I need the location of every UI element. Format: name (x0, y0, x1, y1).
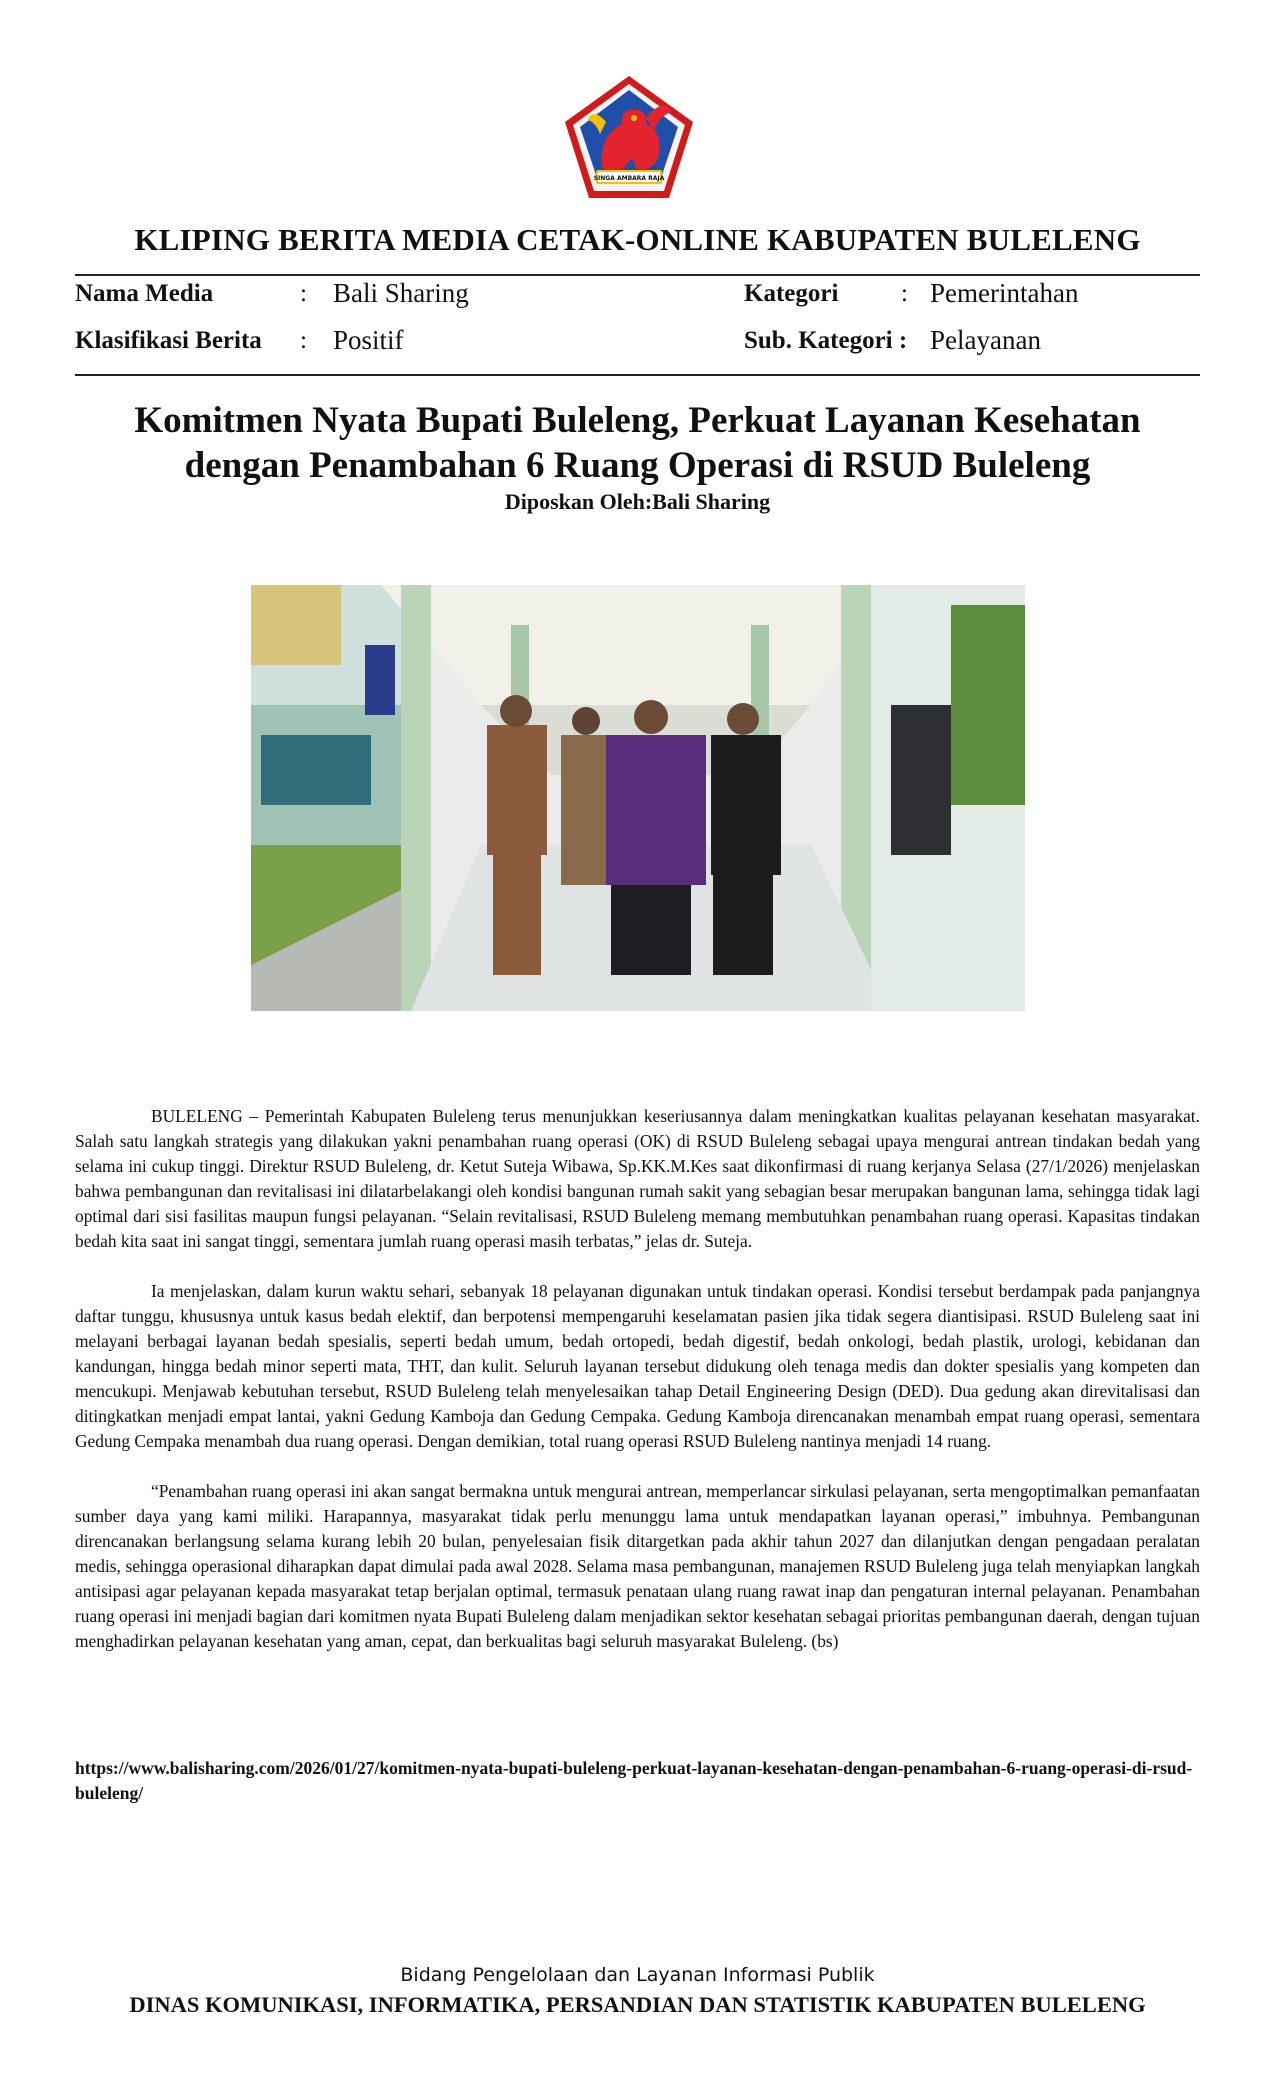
klasifikasi-label: Klasifikasi Berita (75, 327, 262, 354)
nama-media-value: Bali Sharing (333, 278, 469, 308)
article-paragraph: Ia menjelaskan, dalam kurun waktu sehari, sebanyak 18 pelayanan digunakan untuk tindakan operasi. Kondisi tersebut berdampak pada panjangnya daftar tunggu, khususnya untuk kasus bedah elektif, dan berpotensi mempengaruhi keselamatan pasien jika tidak segera diantisipasi. RSUD Buleleng saat ini melayani berbagai layanan bedah spesialis, seperti bedah umum, bedah ortopedi, bedah digestif, bedah onkologi, bedah plastik, urologi, kebidanan dan kandungan, hingga bedah minor seperti mata, THT, dan kulit. Seluruh layanan tersebut didukung oleh tenaga medis dan dokter spesialis yang kompeten dan mencukupi. Menjawab kebutuhan tersebut, RSUD Buleleng telah menyelesaikan tahap Detail Engineering Design (DED). Dua gedung akan direvitalisasi dan ditingkatkan menjadi empat lantai, yakni Gedung Kamboja dan Gedung Cempaka. Gedung Kamboja direncanakan menambah empat ruang operasi, sementara Gedung Cempaka menambah dua ruang operasi. Dengan demikian, total ruang operasi RSUD Buleleng nantinya menjadi 14 ruang. (75, 1281, 1200, 1451)
nama-media-label: Nama Media (75, 280, 214, 307)
kategori-value: Pemerintahan (930, 278, 1079, 308)
footer-unit: Bidang Pengelolaan dan Layanan Informasi Publik (400, 1964, 875, 1986)
meta-row-media (75, 280, 1200, 320)
meta-row-classification (75, 327, 1200, 367)
article-paragraph: “Penambahan ruang operasi ini akan sangat bermakna untuk mengurai antrean, memperlancar sirkulasi pelayanan, serta mengoptimalkan pemanfaatan sumber daya yang kami miliki. Harapannya, masyarakat tidak perlu menunggu lama untuk mendapatkan layanan operasi,” imbuhnya. Pembangunan direncanakan berlangsung selama kurang lebih 20 bulan, penyelesaian fisik ditargetkan pada akhir tahun 2027 dan dilanjutkan dengan pengadaan peralatan medis, sehingga operasional diharapkan dapat dimulai pada awal 2028. Selama masa pembangunan, manajemen RSUD Buleleng juga telah menyiapkan langkah antisipasi agar pelayanan kepada masyarakat tetap berjalan optimal, termasuk penataan ulang ruang rawat inap dan pengaturan internal pelayanan. Penambahan ruang operasi ini menjadi bagian dari komitmen nyata Bupati Buleleng dalam menjadikan sektor kesehatan sebagai prioritas pembangunan daerah, dengan tujuan menghadirkan pelayanan kesehatan yang aman, cepat, dan berkualitas bagi seluruh masyarakat Buleleng. (bs) (75, 1481, 1200, 1651)
sub-kategori-label: Sub. Kategori : (744, 327, 908, 354)
kliping-title: KLIPING BERITA MEDIA CETAK-ONLINE KABUPATEN BULELENG (134, 222, 1141, 257)
klasifikasi-value: Positif (333, 325, 404, 355)
nama-media-colon: : (300, 280, 307, 307)
posted-by: Diposkan Oleh:Bali Sharing (504, 489, 771, 514)
buleleng-emblem-logo (562, 74, 696, 200)
article-photo (251, 585, 1025, 1011)
article-body (75, 1104, 1200, 1679)
article-headline: Komitmen Nyata Bupati Buleleng, Perkuat Layanan Kesehatan dengan Penambahan 6 Ruang Operasi di RSUD Buleleng (134, 400, 1141, 486)
kategori-label: Kategori (744, 280, 839, 307)
sub-kategori-value: Pelayanan (930, 325, 1041, 355)
footer-department: DINAS KOMUNIKASI, INFORMATIKA, PERSANDIAN DAN STATISTIK KABUPATEN BULELENG (129, 1992, 1146, 2017)
source-url-link[interactable]: https://www.balisharing.com/2026/01/27/komitmen-nyata-bupati-buleleng-perkuat-layanan-kesehatan-dengan-penambahan-6-ruang-operasi-di-rsud-buleleng/ (75, 1758, 1193, 1803)
klasifikasi-colon: : (300, 327, 307, 354)
kategori-colon: : (901, 280, 908, 307)
article-paragraph: BULELENG – Pemerintah Kabupaten Buleleng terus menunjukkan keseriusannya dalam meningkatkan kualitas pelayanan kesehatan masyarakat. Salah satu langkah strategis yang dilakukan yakni penambahan ruang operasi (OK) di RSUD Buleleng sebagai upaya mengurai antrean tindakan bedah yang selama ini cukup tinggi. Direktur RSUD Buleleng, dr. Ketut Suteja Wibawa, Sp.KK.M.Kes saat dikonfirmasi di ruang kerjanya Selasa (27/1/2026) menjelaskan bahwa pembangunan dan revitalisasi ini dilatarbelakangi oleh kondisi bangunan rumah sakit yang sebagian besar merupakan bangunan lama, sehingga tidak lagi optimal dari sisi fasilitas maupun fungsi pelayanan. “Selain revitalisasi, RSUD Buleleng memang membutuhkan penambahan ruang operasi. Kapasitas tindakan bedah kita saat ini sangat tinggi, sementara jumlah ruang operasi masih terbatas,” jelas dr. Suteja. (75, 1106, 1200, 1251)
header-divider-bottom (75, 374, 1200, 376)
svg-text:SINGA AMBARA RAJA: SINGA AMBARA RAJA (593, 175, 665, 182)
header-divider-top (75, 274, 1200, 276)
